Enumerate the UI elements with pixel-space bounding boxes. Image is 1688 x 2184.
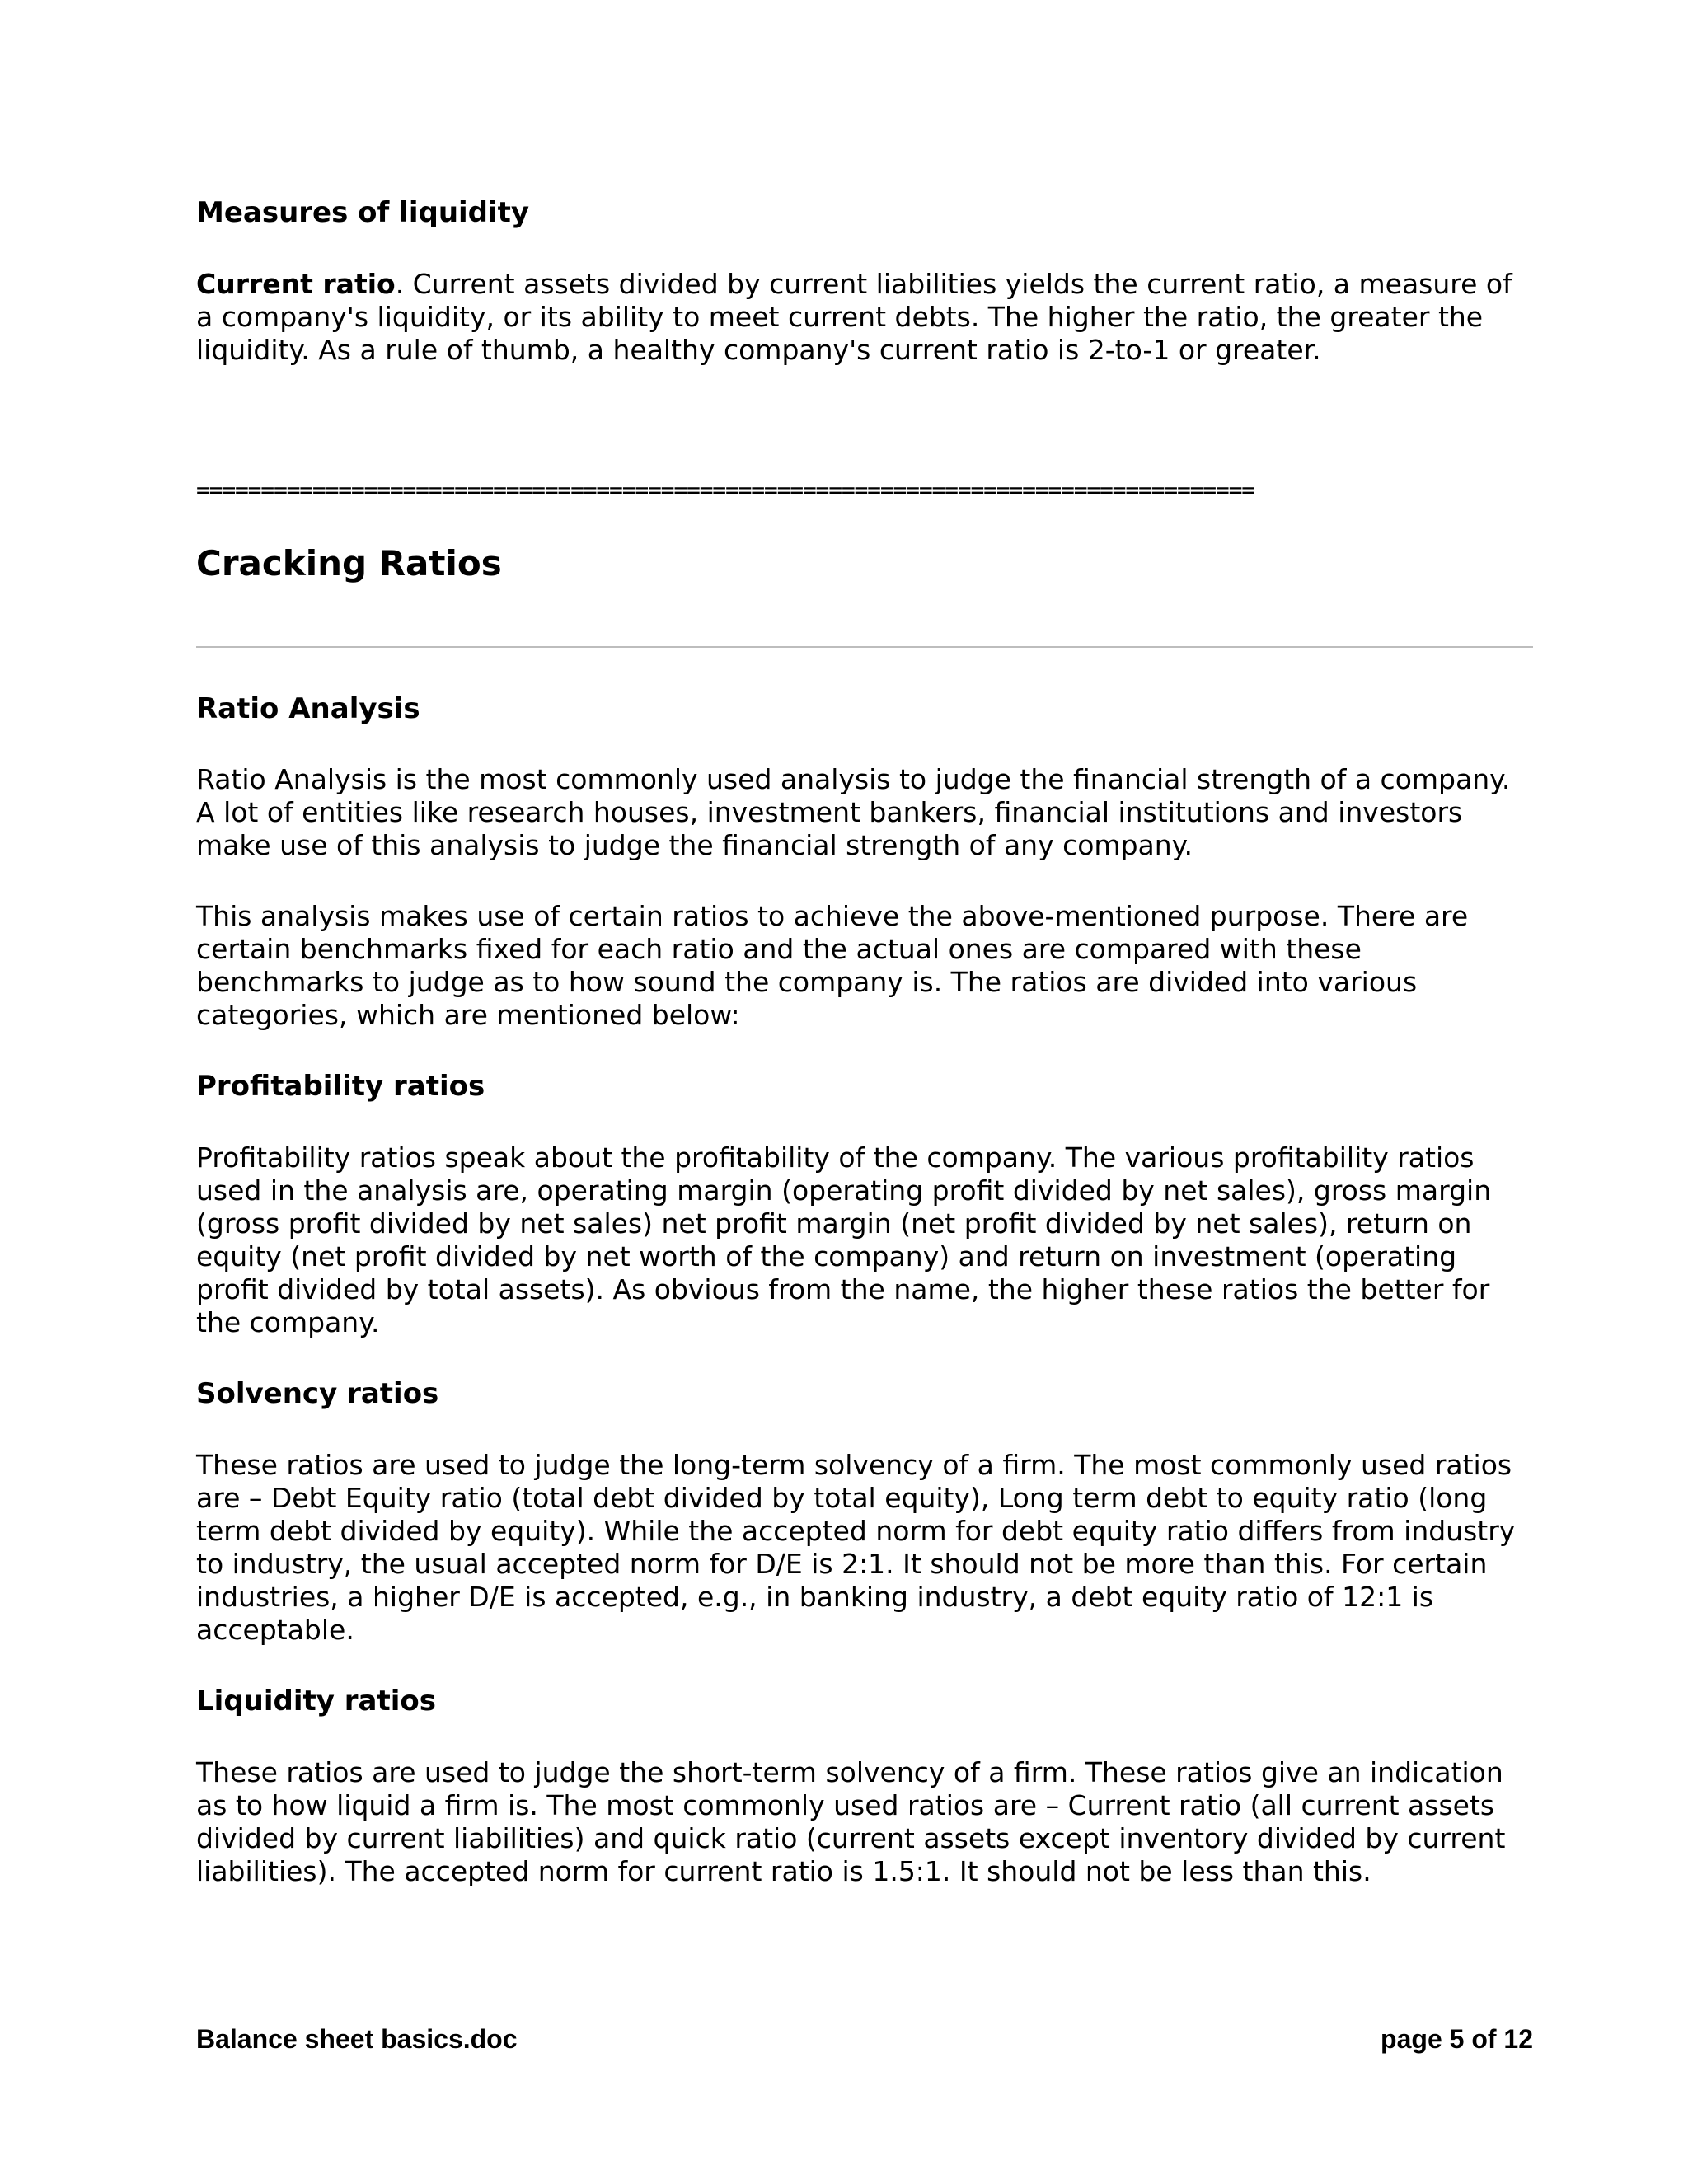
- document-page: [196, 0, 1531, 2184]
- paragraph-current-ratio: [196, 268, 1536, 367]
- heading-measures-of-liquidity: Measures of liquidity: [196, 196, 530, 229]
- heading-profitability-ratios: Profitability ratios: [196, 1070, 485, 1103]
- heading-ratio-analysis: Ratio Analysis: [196, 692, 420, 725]
- horizontal-rule: [196, 646, 1533, 648]
- footer-filename: Balance sheet basics.doc: [196, 2024, 518, 2054]
- heading-solvency-ratios: Solvency ratios: [196, 1377, 439, 1410]
- paragraph-profitability-ratios: Profitability ratios speak about the profitability of the company. The various profitability ratios used in the analysis are, operating margin (operating profit divided by net sales), gross margin (gross profit divided by net sales) net profit margin (net profit divided by net sales), return on equity (net profit divided by net worth of the company) and return on investment (operating profit divided by total assets). As obvious from the name, the higher these ratios the better for the company.: [196, 1141, 1492, 1338]
- paragraph-ratio-analysis-1: Ratio Analysis is the most commonly used analysis to judge the financial strength of a company. A lot of entities like research houses, investment bankers, financial institutions and investors make use of this analysis to judge the financial strength of any company.: [196, 763, 1511, 861]
- separator-equals-line: ==================================================================================: [196, 476, 1254, 504]
- term-current-ratio: Current ratio: [196, 268, 396, 300]
- text-current-ratio: . Current assets divided by current liabilities yields the current ratio, a measure of a company's liquidity, or its ability to meet current debts. The higher the ratio, the greater the liquidity. As a rule of thumb, a healthy company's current ratio is 2-to-1 or greater.: [196, 268, 1512, 366]
- title-cracking-ratios: Cracking Ratios: [196, 543, 502, 583]
- heading-liquidity-ratios: Liquidity ratios: [196, 1685, 436, 1718]
- paragraph-ratio-analysis-2: This analysis makes use of certain ratios to achieve the above-mentioned purpose. There are certain benchmarks fixed for each ratio and the actual ones are compared with these benchmarks to judge as to how sound the company is. The ratios are divided into various categories, which are mentioned below:: [196, 900, 1469, 1031]
- paragraph-liquidity-ratios: These ratios are used to judge the short-term solvency of a firm. These ratios give an indication as to how liquid a firm is. The most commonly used ratios are – Current ratio (all current assets divided by current liabilities) and quick ratio (current assets except inventory divided by current liabilities). The accepted norm for current ratio is 1.5:1. It should not be less than this.: [196, 1756, 1506, 1887]
- footer-page-number: page 5 of 12: [1381, 2024, 1533, 2054]
- paragraph-solvency-ratios: These ratios are used to judge the long-term solvency of a firm. The most commonly used ratios are – Debt Equity ratio (total debt divided by total equity), Long term debt to equity ratio (long term debt divided by equity). While the accepted norm for debt equity ratio differs from industry to industry, the usual accepted norm for D/E is 2:1. It should not be more than this. For certain industries, a higher D/E is accepted, e.g., in banking industry, a debt equity ratio of 12:1 is acceptable.: [196, 1449, 1516, 1646]
